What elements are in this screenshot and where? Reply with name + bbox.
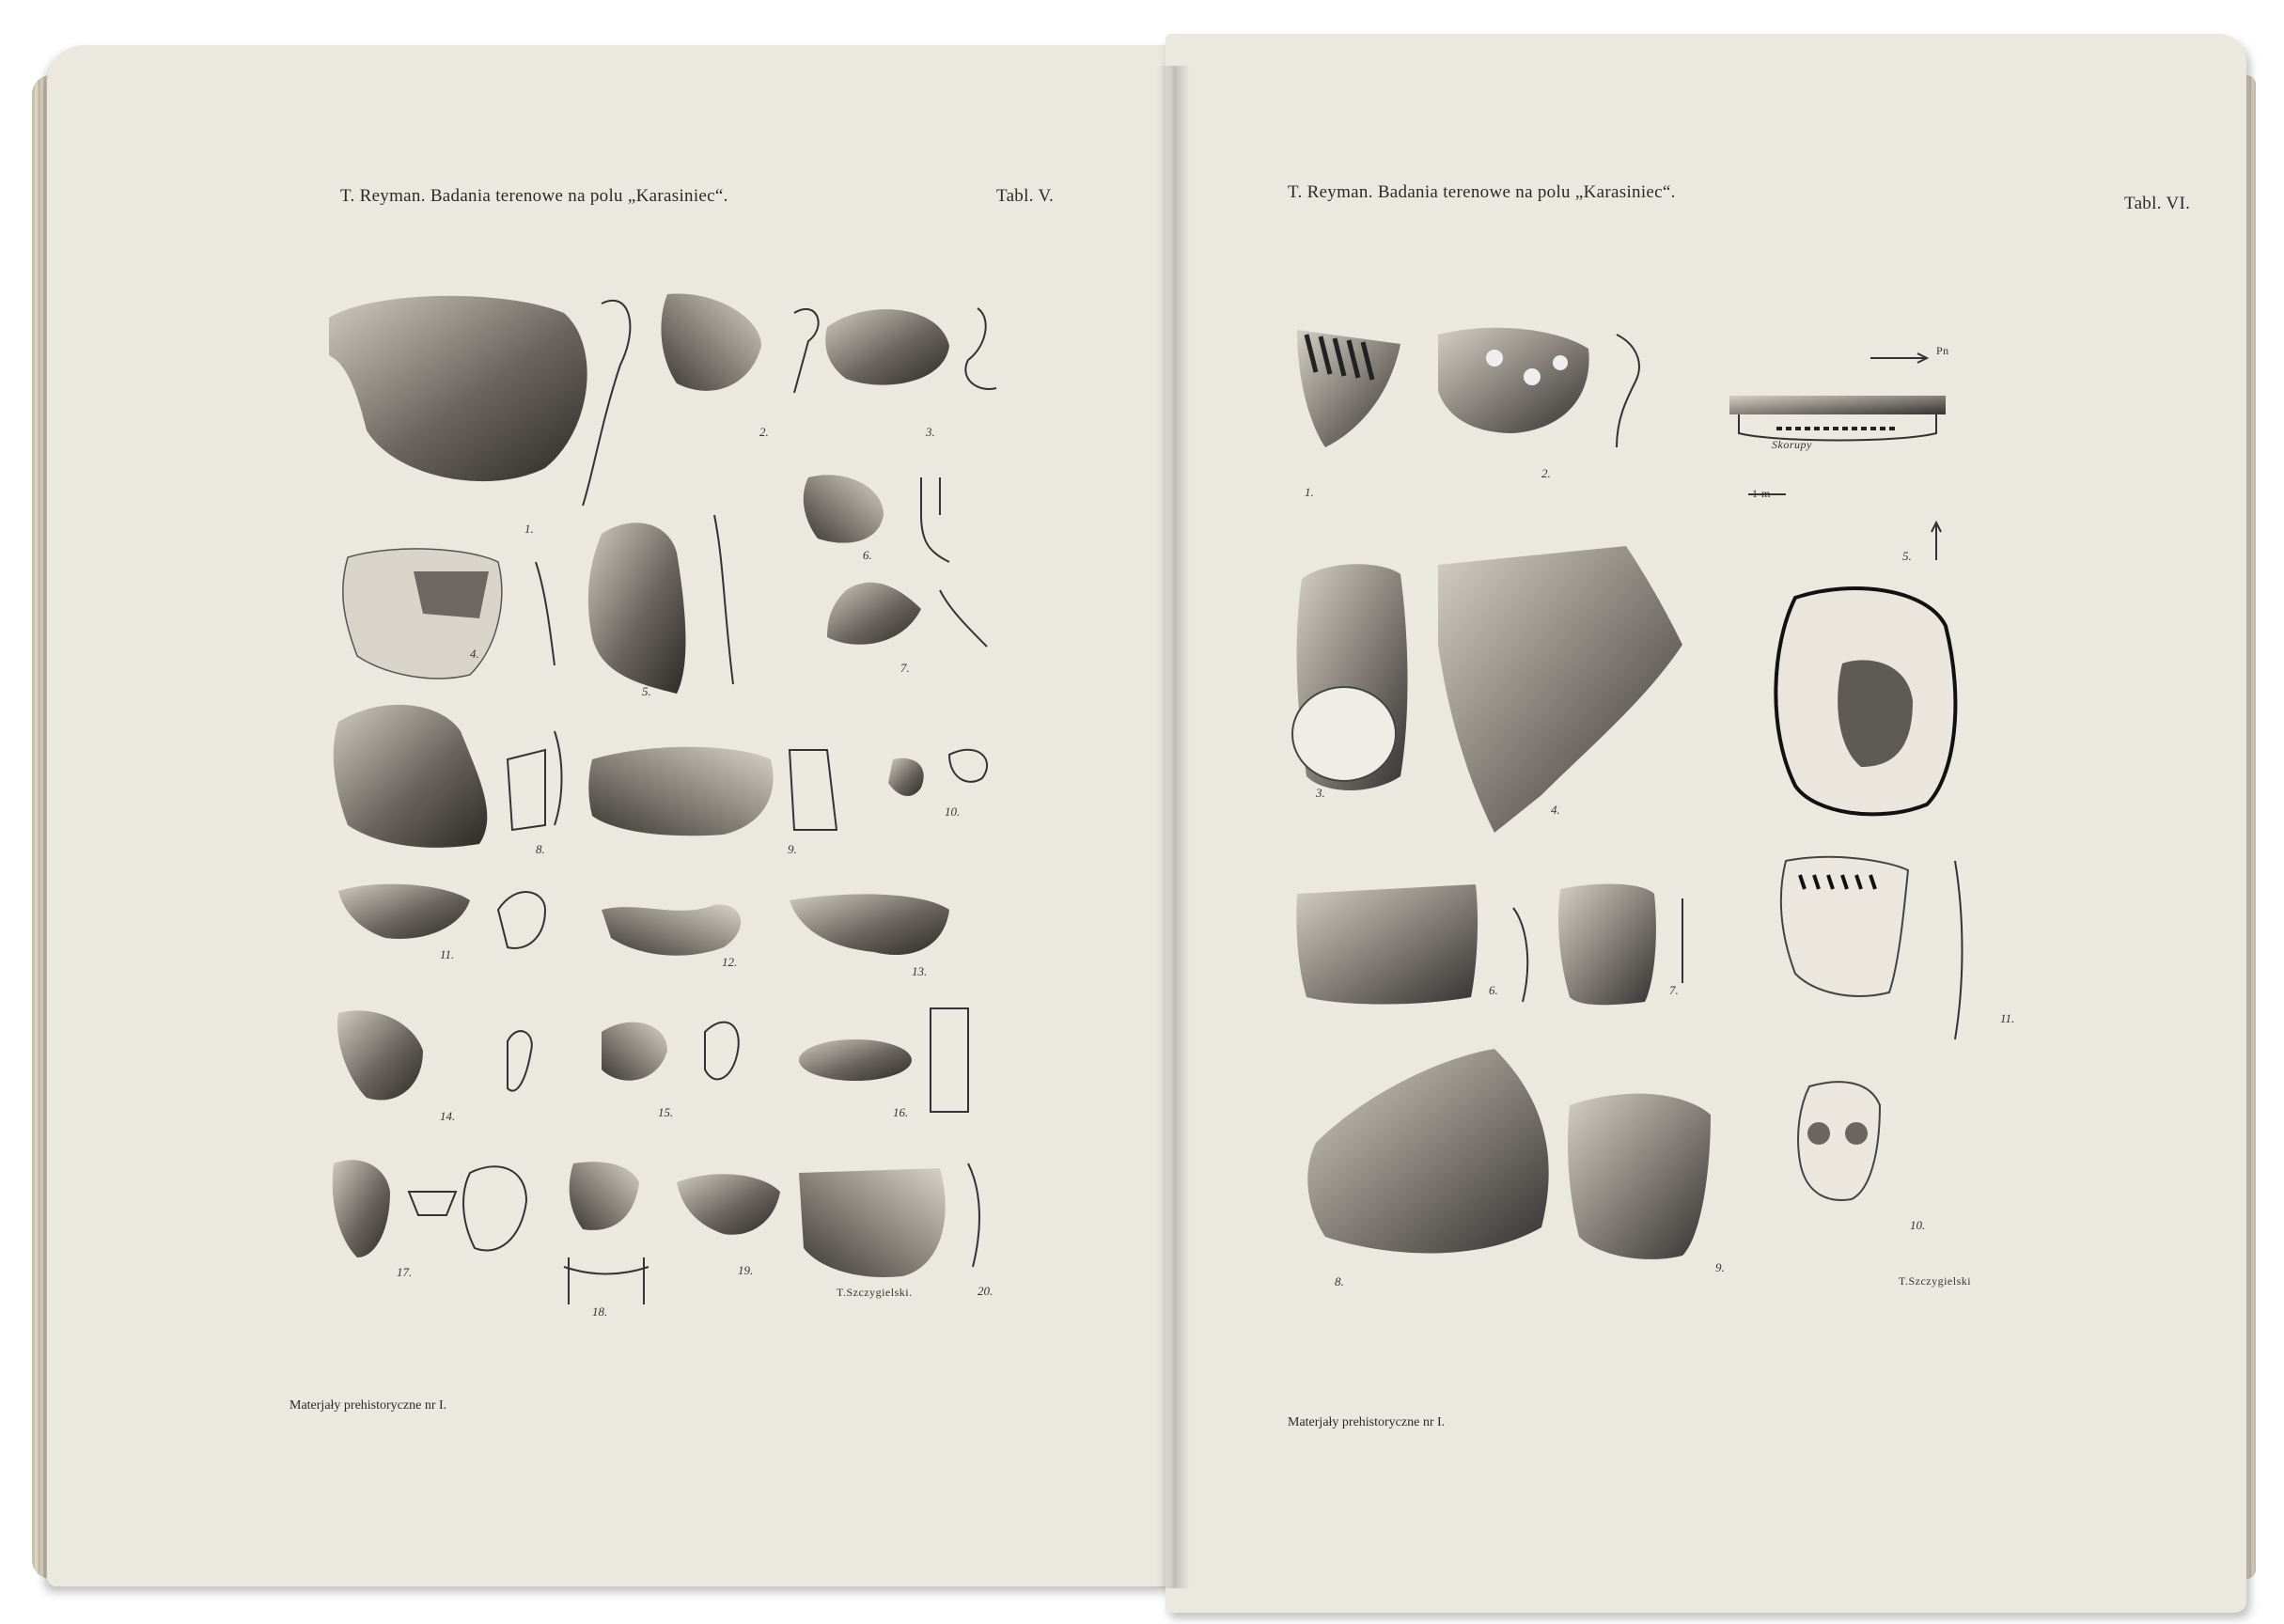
fig-number-5: 5. (1902, 549, 1912, 563)
left-footer: Materjały prehistoryczne nr I. (289, 1398, 447, 1413)
plan-skorupy-label: Skorupy (1772, 438, 1812, 451)
fig-number-6: 6. (863, 548, 872, 562)
fig-number-10: 10. (945, 804, 961, 819)
fig-1-sherd (329, 296, 587, 481)
fig-10-sherd (1798, 1082, 1880, 1200)
plan-scale-label: 1 m (1752, 487, 1771, 500)
plan-north-label: Pn (1936, 344, 1949, 357)
fig-17-sherd (333, 1160, 390, 1257)
fig-2-sherd (661, 293, 761, 390)
fig-10-sherd (888, 758, 924, 796)
fig-19-sherd (677, 1174, 780, 1234)
fig-20-sherd (799, 1168, 946, 1277)
fig-5-sherd (588, 523, 686, 694)
fig-number-6: 6. (1489, 983, 1498, 997)
fig-number-12: 12. (722, 955, 738, 969)
fig-number-9: 9. (1715, 1260, 1725, 1274)
left-plate-label: Tabl. V. (996, 186, 1055, 206)
fig-number-5: 5. (642, 684, 651, 698)
fig-6-sherd (1296, 884, 1478, 1005)
fig-number-7: 7. (1669, 983, 1679, 997)
fig-number-3: 3. (1316, 786, 1325, 800)
fig-18-sherd (570, 1162, 639, 1230)
fig-6-sherd (804, 475, 884, 542)
fig-15-sherd (602, 1023, 667, 1081)
fig-number-1: 1. (524, 522, 534, 536)
fig-number-17: 17. (397, 1265, 413, 1279)
fig-7-sherd (1558, 884, 1656, 1006)
right-page (1165, 34, 2246, 1613)
right-footer: Materjały prehistoryczne nr I. (1288, 1415, 1446, 1429)
fig-11-sherd (338, 884, 470, 939)
fig-number-7: 7. (900, 661, 910, 675)
fig-number-1: 1. (1305, 485, 1314, 499)
fig-number-16: 16. (893, 1105, 909, 1119)
fig-4-sherd (1438, 546, 1682, 833)
section-profile (1729, 396, 1946, 414)
left-artist-signature: T.Szczygielski. (837, 1286, 913, 1299)
fig-14-sherd (337, 1010, 423, 1100)
fig-7-sherd (827, 583, 921, 645)
open-book (28, 19, 2265, 1607)
fig-number-19: 19. (738, 1263, 754, 1277)
fig-number-2: 2. (759, 425, 769, 439)
fig-number-11: 11. (440, 947, 455, 961)
fig-16-whorl (799, 1039, 912, 1081)
fig-number-2: 2. (1541, 466, 1551, 480)
fig-number-14: 14. (440, 1109, 456, 1123)
fig-12-sherd (602, 904, 741, 955)
right-plate-drawings (1288, 306, 2115, 1359)
fig-3-sherd (825, 309, 949, 385)
fig-number-18: 18. (592, 1304, 608, 1319)
fig-8-sherd (1307, 1049, 1548, 1254)
fig-number-10: 10. (1910, 1218, 1926, 1232)
fig-number-11: 11. (2000, 1011, 2015, 1025)
fig-number-4: 4. (470, 647, 479, 661)
left-page (47, 45, 1175, 1586)
left-header-title: T. Reyman. Badania terenowe na polu „Karasiniec“. (340, 186, 728, 206)
fig-13-sherd (790, 894, 949, 955)
left-plate-drawings (320, 289, 1072, 1351)
right-artist-signature: T.Szczygielski (1899, 1274, 1972, 1288)
book-gutter (1156, 66, 1190, 1588)
fig-number-4: 4. (1551, 803, 1560, 817)
fig-9-sherd (588, 747, 773, 835)
right-plate-label: Tabl. VI. (2124, 194, 2191, 213)
fig-number-20: 20. (978, 1284, 993, 1298)
fig-2-sherd (1438, 328, 1589, 433)
fig-number-9: 9. (788, 842, 797, 856)
fig-number-8: 8. (1335, 1274, 1344, 1288)
fig-number-3: 3. (926, 425, 935, 439)
fig-number-13: 13. (912, 964, 928, 978)
right-header-title: T. Reyman. Badania terenowe na polu „Karasiniec“. (1288, 182, 1676, 202)
fig-9-sherd (1568, 1094, 1711, 1259)
fig-number-8: 8. (536, 842, 545, 856)
fig-8-sherd (334, 705, 487, 848)
fig-number-15: 15. (658, 1105, 674, 1119)
